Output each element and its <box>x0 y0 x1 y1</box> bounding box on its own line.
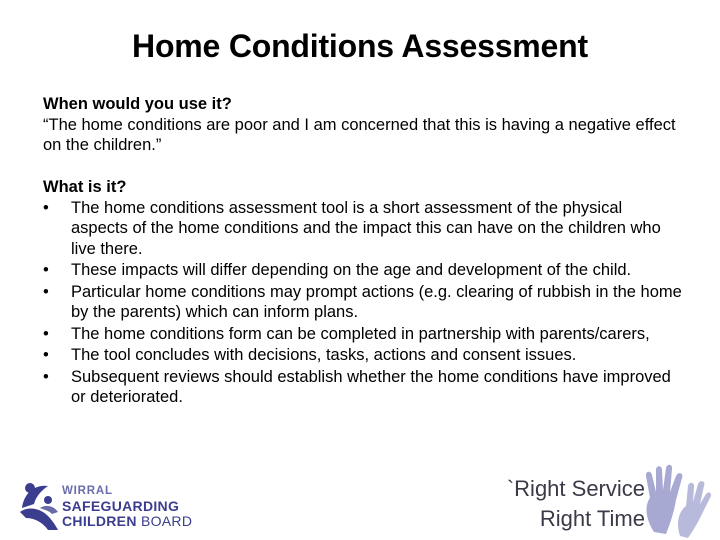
logo-text <box>62 484 192 529</box>
bullet-text: The home conditions form can be completed in partnership with parents/carers, <box>71 324 650 343</box>
wscb-logo <box>18 478 218 534</box>
list-item <box>43 367 683 408</box>
bullet-mark: • <box>43 367 49 386</box>
logo-line-2: SAFEGUARDING <box>62 498 180 514</box>
usage-quote: “The home conditions are poor and I am concerned that this is having a negative effect on the children.” <box>43 115 676 154</box>
bullet-text: Particular home conditions may prompt actions (e.g. clearing of rubbish in the home by the parents) which can inform plans. <box>71 282 682 321</box>
list-item <box>43 282 683 323</box>
bullet-list <box>43 198 683 408</box>
bullet-text: The tool concludes with decisions, tasks, actions and consent issues. <box>71 346 577 364</box>
bullet-mark: • <box>43 324 49 343</box>
list-item <box>43 345 683 366</box>
bullet-mark: • <box>43 261 49 279</box>
description-section <box>43 177 683 409</box>
list-item <box>43 260 683 281</box>
family-figures-icon <box>18 478 60 532</box>
logo-line-1: WIRRAL <box>62 485 113 497</box>
bullet-mark: • <box>43 282 49 301</box>
logo-line-3 <box>62 514 192 529</box>
hands-icon <box>636 462 712 538</box>
page-title: Home Conditions Assessment <box>132 28 588 64</box>
bullet-text: The home conditions assessment tool is a short assessment of the physical aspects of the home conditions and the impact this can have on the children who live there. <box>71 198 661 258</box>
list-item <box>43 198 683 260</box>
usage-section <box>43 94 683 156</box>
list-item <box>43 324 683 345</box>
bullet-text: These impacts will differ depending on the age and development of the child. <box>71 261 632 279</box>
bullet-mark: • <box>43 346 49 364</box>
bullet-mark: • <box>43 198 49 217</box>
usage-heading: When would you use it? <box>43 95 232 113</box>
bullet-text: Subsequent reviews should establish whether the home conditions have improved or deteriorated. <box>71 367 671 406</box>
tagline-line-1: `Right Service <box>506 476 645 501</box>
description-heading: What is it? <box>43 178 127 196</box>
tagline <box>507 474 645 534</box>
logo-line-3a: CHILDREN <box>62 513 137 529</box>
logo-line-3b: BOARD <box>140 513 193 529</box>
tagline-line-2: Right Time <box>539 506 645 531</box>
